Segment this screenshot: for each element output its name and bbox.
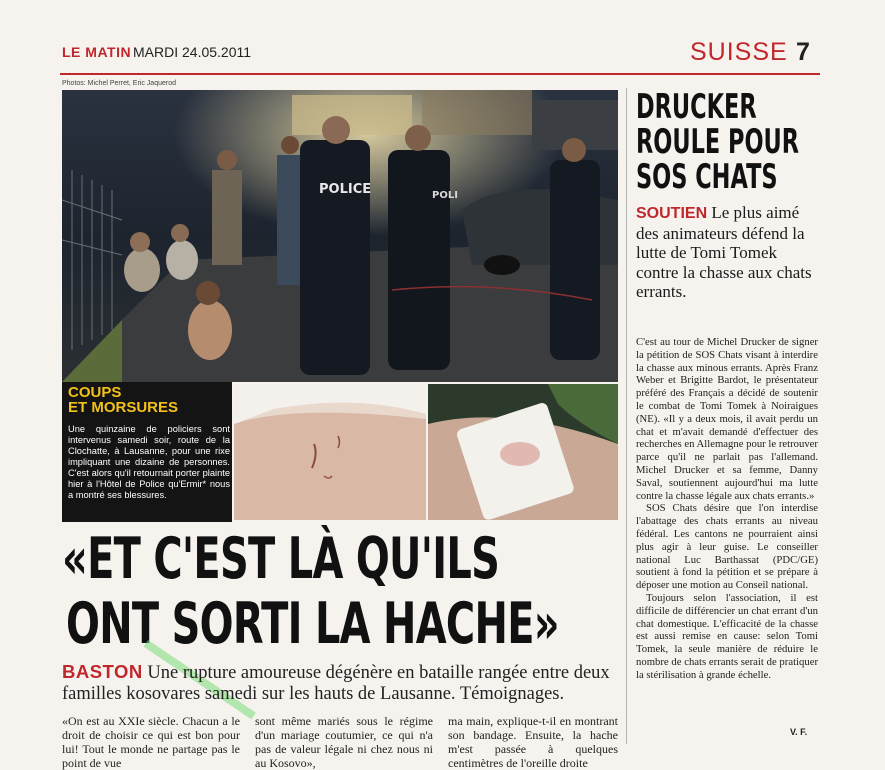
bandaged-hand-photo [428, 384, 618, 520]
main-body-column-2: sont même mariés sous le régime d'un mariage coutumier, ce qui n'a pas de valeur légale ni chez nous ni au Kosovo», [255, 714, 433, 770]
police-scene-photo [62, 90, 618, 382]
side-paragraph: C'est au tour de Michel Drucker de signer la pétition de SOS Chats visant à interdire la chasse aux minous errants. Après Franz Weber et Brigitte Bardot, le présentateur préféré des Français a décidé de soutenir le combat de Tomi Tomek à Noiraigues (NE). «Il y a deux mois, il avait perdu un chat et m'avait demandé d'effectuer des recherches en Allemagne pour le retrouver parce qu'il ne parlait pas l'allemand. Michel Drucker et sa femme, Danny Saval, soutiennent aujourd'hui ma lutte contre la chasse légale aux chats errants.» [636, 336, 818, 502]
photo-credit: Photos: Michel Perret, Eric Jaquerod [62, 80, 176, 87]
police-scene-illustration [62, 90, 618, 382]
main-headline-line2: ONT SORTI LA HACHE» [66, 591, 559, 657]
section-title: SUISSE [690, 38, 788, 66]
bandaged-hand-illustration [428, 384, 618, 520]
police-vest-label-2: POLI [432, 190, 458, 201]
side-lead [636, 203, 820, 302]
side-paragraph: Toujours selon l'association, il est difficile de différencier un chat errant d'un chat domestique. L'efficacité de la chasse est aussi remise en cause: selon Tomi Tomek, la seule manière de réduire le nombre de chats errants serait de pratiquer la stérilisation à grande échelle. [636, 591, 818, 681]
page-number: 7 [796, 38, 810, 66]
caption-title [68, 385, 228, 415]
caption-title-line2: ET MORSURES [68, 399, 179, 416]
arm-injury-illustration [234, 384, 426, 520]
caption-title-line1: COUPS [68, 384, 122, 401]
side-headline-line3: SOS CHATS [636, 157, 778, 197]
issue-date: MARDI 24.05.2011 [133, 44, 252, 60]
main-body-column-3: ma main, explique-t-il en montrant son bandage. Ensuite, la hache m'est passée à quelques centimètres de l'oreille droite [448, 714, 618, 770]
author-signature: V. F. [790, 727, 808, 737]
side-headline-line2: ROULE POUR [636, 122, 800, 162]
main-lead-label: BASTON [62, 661, 143, 682]
header-rule [60, 73, 820, 75]
side-headline-line1: DRUCKER [636, 87, 757, 127]
side-body [636, 336, 818, 682]
police-vest-label: POLICE [319, 182, 372, 197]
main-lead-text: Une rupture amoureuse dégénère en bataille rangée entre deux familles kosovares samedi sur les hauts de Lausanne. Témoignages. [62, 663, 610, 704]
main-headline-line1: «ET C'EST LÀ QU'ILS [62, 526, 500, 592]
side-lead-text: Le plus aimé des animateurs défend la lutte de Tomi Tomek contre la chasse aux chats errants. [636, 203, 812, 301]
column-divider [626, 88, 627, 744]
newspaper-logo: LE MATIN [62, 44, 132, 60]
side-paragraph: SOS Chats désire que l'on interdise l'abattage des chats errants au niveau fédéral. Les cantons ne pourraient ainsi plus agir à leur guise. Le conseiller national Luc Barthassat (PDC/GE) soutient à fond la pétition et se prépare à déposer une motion au Conseil national. [636, 502, 818, 592]
main-lead [62, 661, 622, 705]
caption-text: Une quinzaine de policiers sont intervenus samedi soir, route de la Clochatte, à Lausanne, pour une rixe impliquant une dizaine de personnes. C'est alors qu'il retournait porter plainte hier à l'Hôtel de Police qu'Ermir* nous a montré ses blessures. [68, 424, 230, 500]
arm-injury-photo [234, 384, 426, 520]
side-lead-label: SOUTIEN [636, 205, 708, 222]
main-body-column-1: «On est au XXIe siècle. Chacun a le droit de choisir ce qui est bon pour lui! Tout le monde ne partage pas le point de vue [62, 714, 240, 770]
